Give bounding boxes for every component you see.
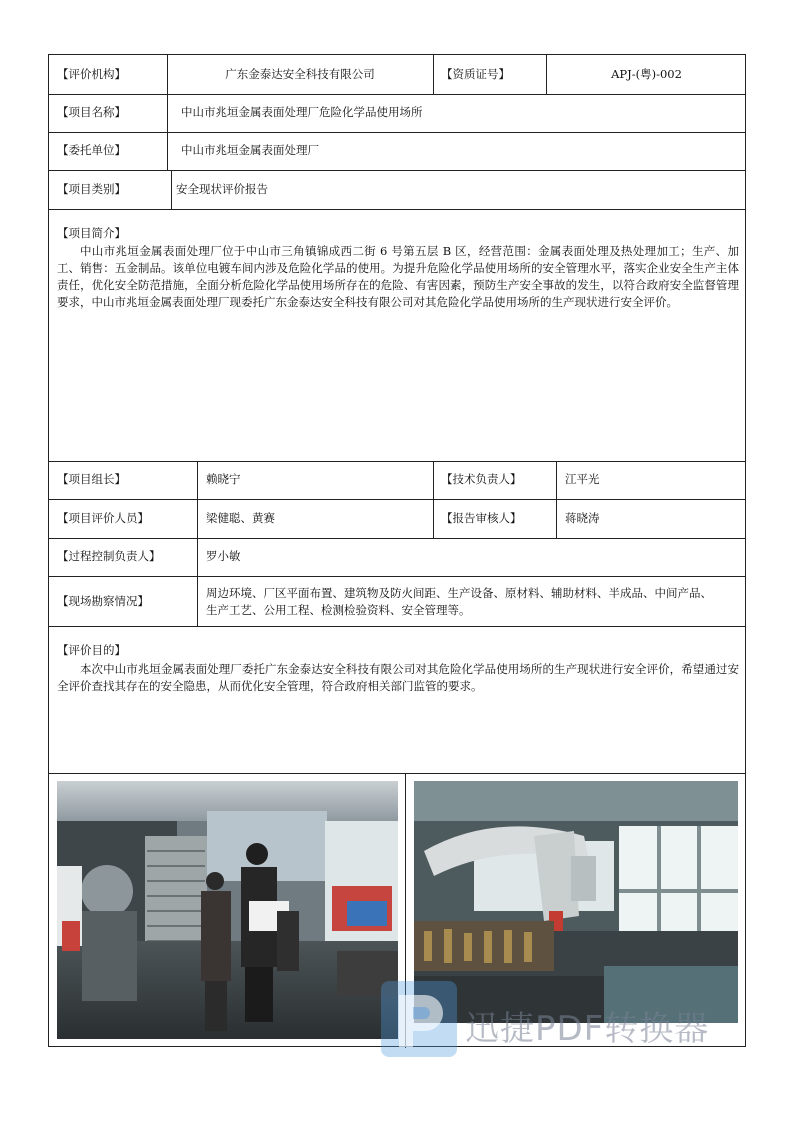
- cert-label: 【资质证号】: [441, 67, 510, 81]
- survey-line-2: 生产工艺、公用工程、检测检验资料、安全管理等。: [206, 603, 471, 617]
- watermark: [379, 975, 739, 1057]
- intro-text: 中山市兆垣金属表面处理厂位于中山市三角镇锦成西二街 6 号第五层 B 区，经营范围：金属表面处理及热处理加工；生产、加工、销售：五金制品。该单位电镀车间内涉及危险化学品的使用。为提升危险化学品使用场所的安全管理水平，落实企业安全生产主体责任，优化安全防范措施，全面分析危险化学品使用场所存在的危险、有害因素，预防生产安全事故的发生，以符合政府安全监督管理要求，中山市兆垣金属表面处理厂现委托广东金泰达安全科技有限公司对其危险化学品使用场所的生产现状进行安全评价。: [57, 244, 739, 309]
- intro-title: 【项目简介】: [57, 226, 126, 240]
- row-divider: [49, 209, 745, 210]
- survey-line-1: 周边环境、厂区平面布置、建筑物及防火间距、生产设备、原材料、辅助材料、半成品、中间产品、: [206, 586, 712, 600]
- cert-value: APJ-(粤)-002: [611, 67, 682, 81]
- leader-value: 赖晓宁: [206, 472, 241, 486]
- row-divider: [49, 626, 745, 627]
- col-divider: [433, 461, 434, 538]
- project-type-label: 【项目类别】: [57, 182, 126, 196]
- site-photo-workshop-staff: [57, 781, 398, 1039]
- reviewer-label: 【报告审核人】: [441, 511, 522, 525]
- row-divider: [49, 461, 745, 462]
- row-divider: [49, 94, 745, 95]
- client-value: 中山市兆垣金属表面处理厂: [181, 143, 319, 157]
- col-divider: [197, 461, 198, 626]
- pdf-converter-logo-icon: [379, 975, 459, 1057]
- tech-lead-value: 江平光: [565, 472, 600, 486]
- purpose-text: 本次中山市兆垣金属表面处理厂委托广东金泰达安全科技有限公司对其危险化学品使用场所的生产现状进行安全评价，希望通过安全评价查找其存在的安全隐患，从而优化安全管理，符合政府相关部门监管的要求。: [57, 662, 739, 693]
- col-divider: [433, 55, 434, 94]
- process-control-label: 【过程控制负责人】: [57, 549, 161, 563]
- evaluators-value: 梁健聪、黄赛: [206, 511, 275, 525]
- purpose-title: 【评价目的】: [57, 643, 126, 657]
- client-label: 【委托单位】: [57, 143, 126, 157]
- evaluation-info-table: [48, 54, 746, 1047]
- survey-label: 【现场勘察情况】: [57, 594, 149, 608]
- leader-label: 【项目组长】: [57, 472, 126, 486]
- row-divider: [49, 576, 745, 577]
- project-name-value: 中山市兆垣金属表面处理厂危险化学品使用场所: [181, 105, 423, 119]
- row-divider: [49, 170, 745, 171]
- col-divider: [171, 170, 172, 209]
- reviewer-value: 蒋晓涛: [565, 511, 600, 525]
- row-divider: [49, 773, 745, 774]
- process-control-value: 罗小敏: [206, 549, 241, 563]
- evaluators-label: 【项目评价人员】: [57, 511, 149, 525]
- org-label: 【评价机构】: [57, 67, 126, 81]
- tech-lead-label: 【技术负责人】: [441, 472, 522, 486]
- watermark-text: 迅捷PDF转换器: [465, 1009, 710, 1049]
- project-type-value: 安全现状评价报告: [176, 182, 268, 196]
- org-value: 广东金泰达安全科技有限公司: [225, 67, 375, 81]
- row-divider: [49, 132, 745, 133]
- project-name-label: 【项目名称】: [57, 105, 126, 119]
- row-divider: [49, 538, 745, 539]
- col-divider: [556, 461, 557, 538]
- row-divider: [49, 499, 745, 500]
